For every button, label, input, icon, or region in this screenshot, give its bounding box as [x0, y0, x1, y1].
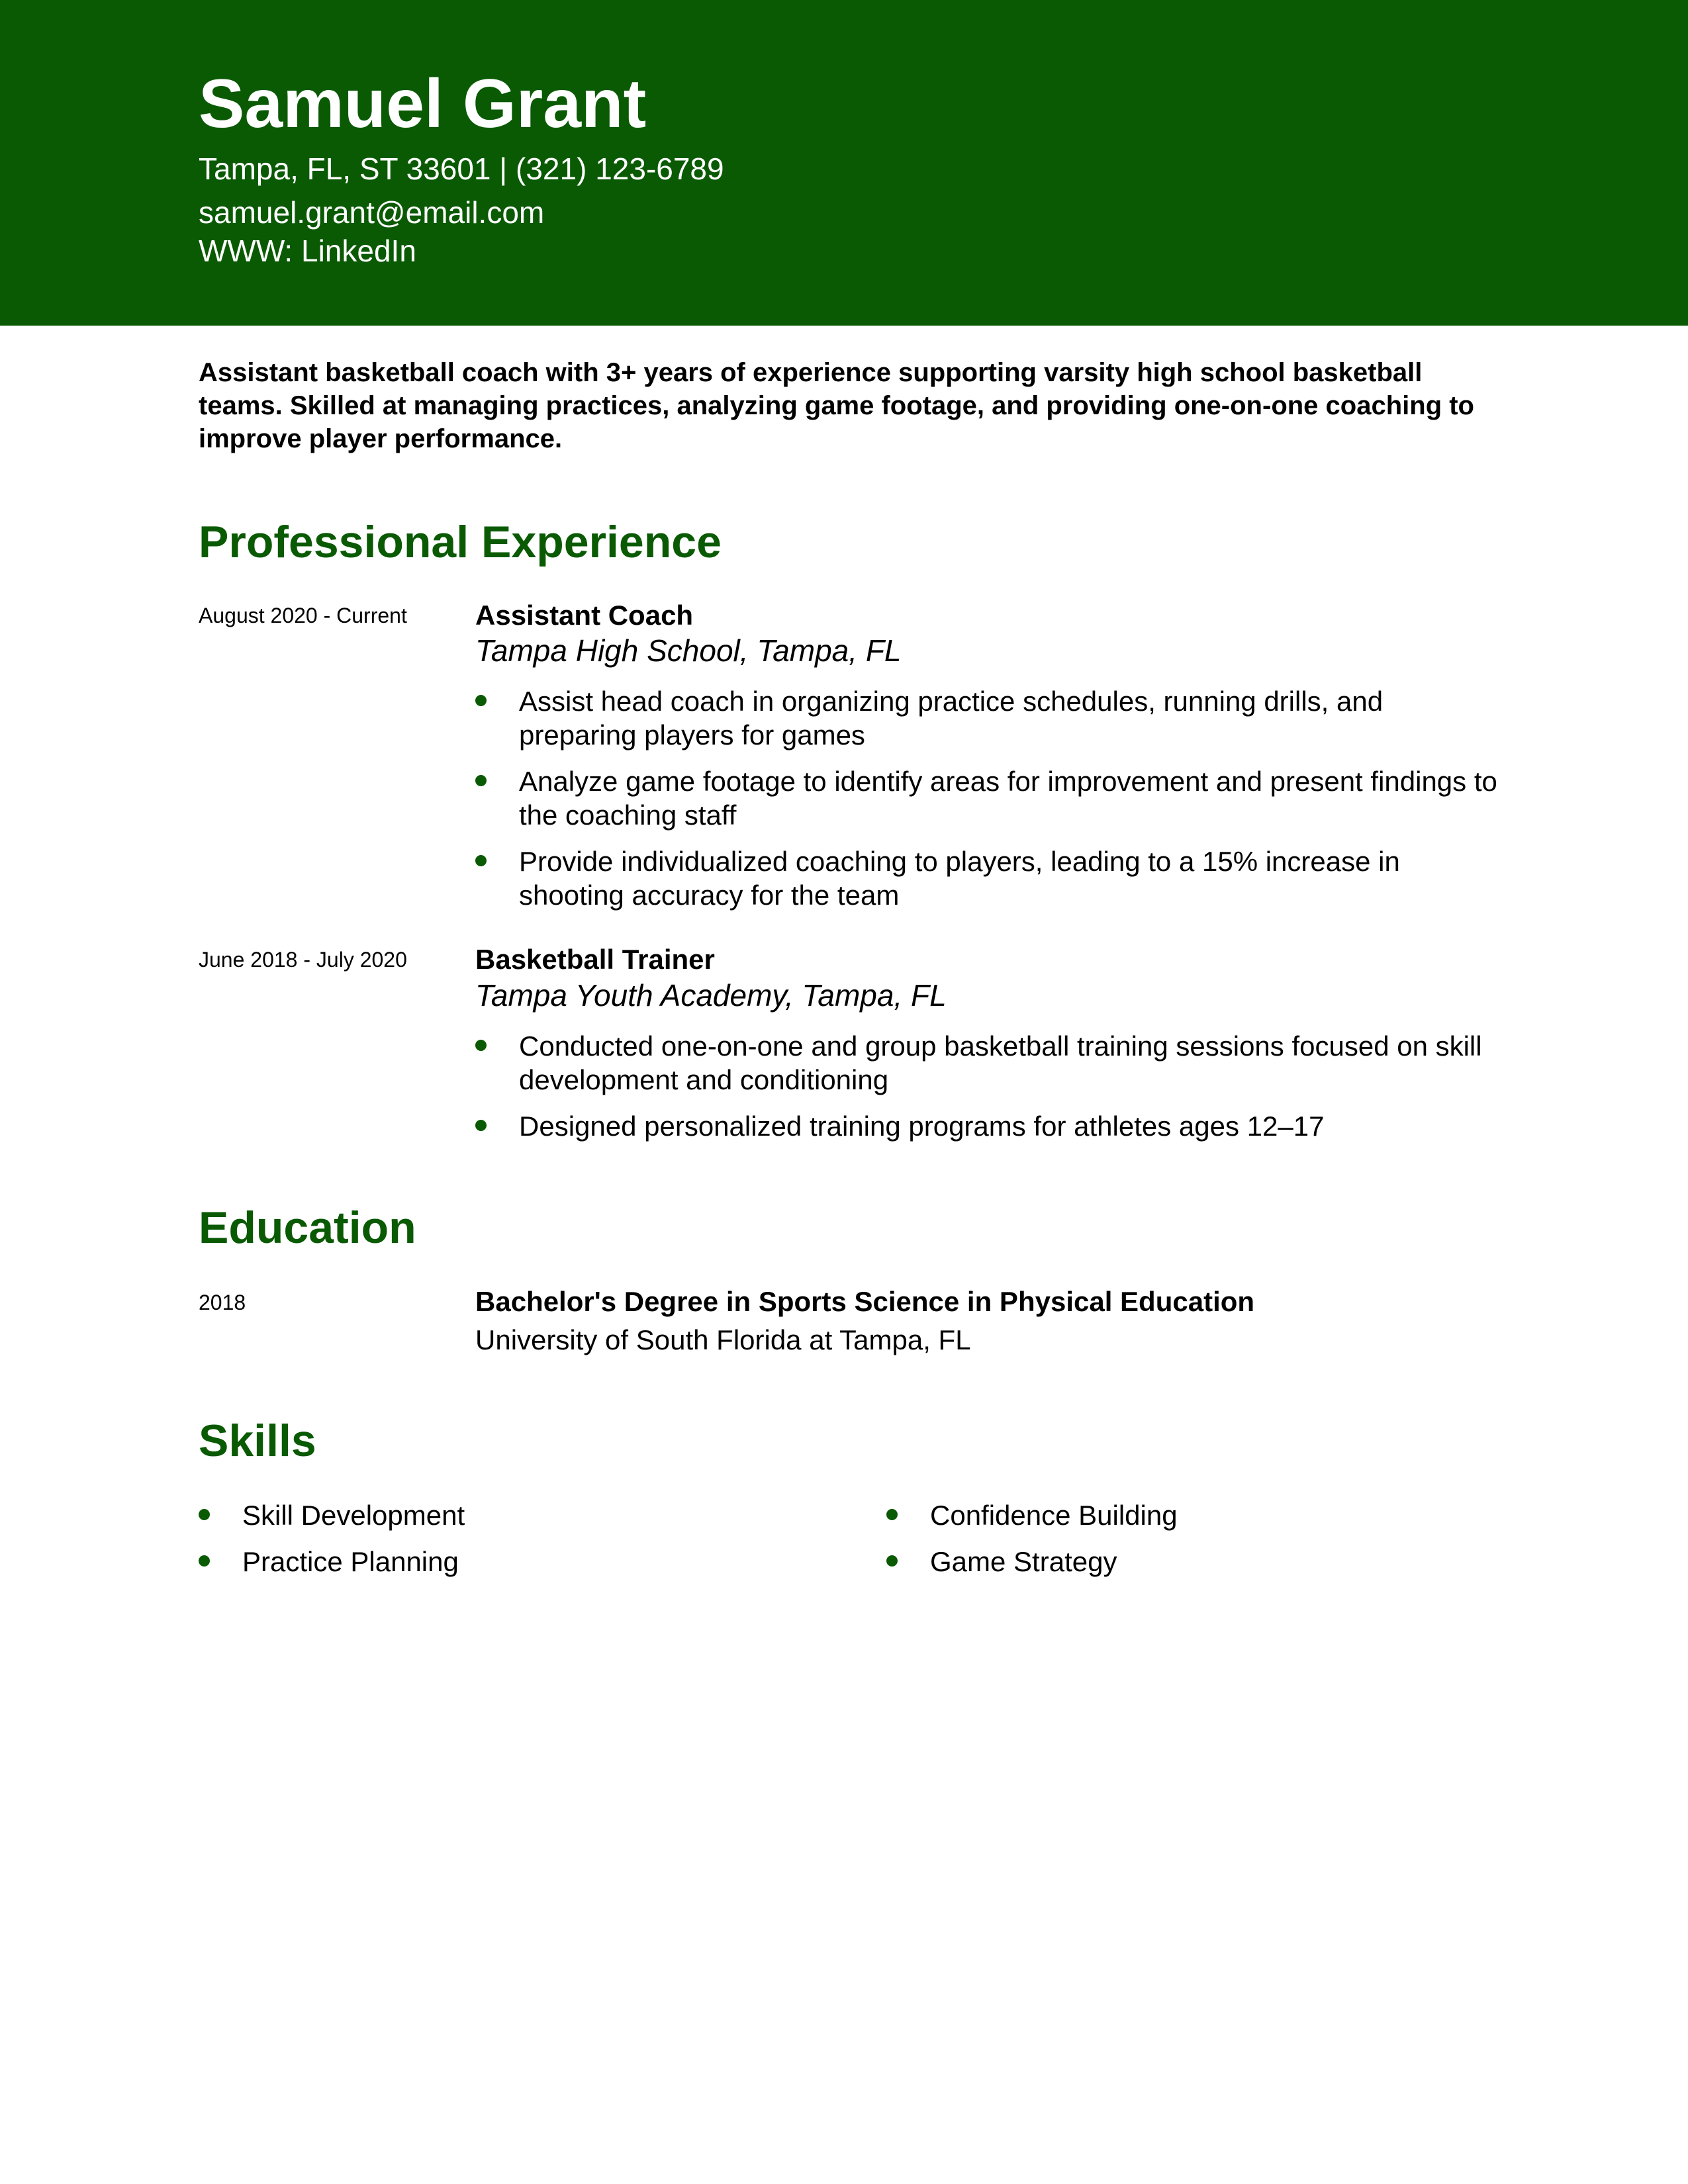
resume-header [0, 0, 1688, 326]
job-title: Assistant Coach [475, 600, 694, 631]
bullet-icon [886, 1509, 898, 1520]
job-bullet-list [475, 684, 1508, 925]
bullet-icon [199, 1509, 210, 1520]
job-bullet: Conducted one-on-one and group basketball training sessions focused on skill development and conditioning [475, 1029, 1508, 1097]
skills-list-right [886, 1498, 1482, 1591]
education-school: University of South Florida at Tampa, FL [475, 1324, 971, 1355]
job-dates: June 2018 - July 2020 [199, 948, 407, 972]
job-title: Basketball Trainer [475, 944, 715, 975]
candidate-name: Samuel Grant [199, 66, 647, 142]
website-link[interactable]: WWW: LinkedIn [199, 234, 416, 268]
job-employer: Tampa Youth Academy, Tampa, FL [475, 978, 947, 1013]
email-address[interactable]: samuel.grant@email.com [199, 195, 545, 230]
bullet-icon [886, 1555, 898, 1567]
experience-section-title: Professional Experience [199, 517, 722, 567]
education-section-title: Education [199, 1203, 416, 1253]
job-dates: August 2020 - Current [199, 604, 407, 627]
skill-item: Skill Development [199, 1498, 794, 1532]
skill-item: Practice Planning [199, 1545, 794, 1578]
professional-summary: Assistant basketball coach with 3+ years of experience supporting varsity high school basketball teams. Skilled at managing practices, analyzing game footage, and providing one-on-one coaching to improve player performance. [199, 358, 1474, 453]
education-degree: Bachelor's Degree in Sports Science in Physical Education [475, 1286, 1255, 1317]
skill-item: Game Strategy [886, 1545, 1482, 1578]
education-year: 2018 [199, 1291, 246, 1314]
bullet-icon [475, 1040, 487, 1051]
bullet-icon [475, 1120, 487, 1131]
location-phone: Tampa, FL, ST 33601 | (321) 123-6789 [199, 152, 724, 186]
job-employer: Tampa High School, Tampa, FL [475, 633, 902, 668]
bullet-icon [475, 855, 487, 866]
job-bullet: Provide individualized coaching to players, leading to a 15% increase in shooting accuracy for the team [475, 844, 1508, 912]
job-bullet: Designed personalized training programs for athletes ages 12–17 [475, 1109, 1508, 1143]
skills-list-left [199, 1498, 794, 1591]
job-bullet: Analyze game footage to identify areas for improvement and present findings to the coaching staff [475, 764, 1508, 832]
skills-section-title: Skills [199, 1416, 316, 1466]
bullet-icon [475, 775, 487, 786]
job-bullet-list [475, 1029, 1508, 1156]
job-bullet: Assist head coach in organizing practice schedules, running drills, and preparing players for games [475, 684, 1508, 752]
skill-item: Confidence Building [886, 1498, 1482, 1532]
bullet-icon [475, 695, 487, 706]
bullet-icon [199, 1555, 210, 1567]
